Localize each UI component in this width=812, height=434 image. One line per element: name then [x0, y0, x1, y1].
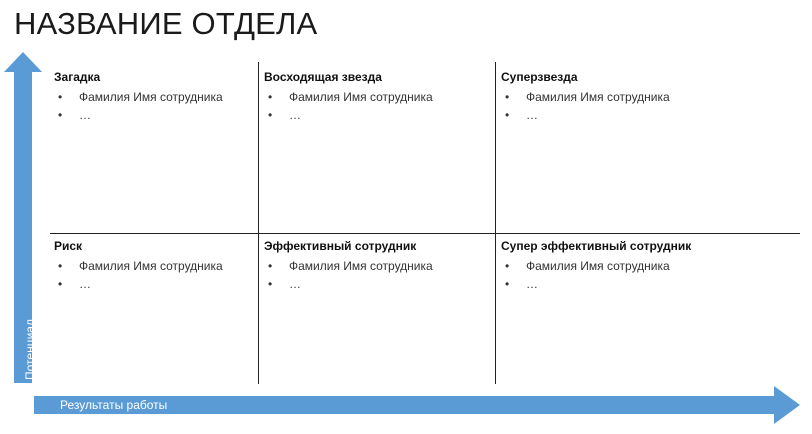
list-item — [501, 275, 691, 293]
quadrant-title: Риск — [54, 239, 83, 253]
list-item — [501, 257, 691, 275]
employee-name: Фамилия Имя сотрудника — [79, 259, 223, 273]
list-item — [264, 257, 433, 275]
employee-list — [501, 257, 691, 293]
employee-name: Фамилия Имя сотрудника — [526, 90, 670, 104]
employee-name: Фамилия Имя сотрудника — [526, 259, 670, 273]
employee-list — [264, 257, 433, 293]
list-item — [54, 88, 223, 106]
employee-name: Фамилия Имя сотрудника — [79, 90, 223, 104]
list-item — [501, 106, 670, 124]
list-item — [54, 257, 223, 275]
grid-horizontal-line — [50, 233, 800, 234]
bullet: • — [268, 108, 273, 122]
bullet: • — [505, 108, 510, 122]
y-axis-label: Потенциал — [23, 319, 37, 380]
list-item — [264, 275, 433, 293]
employee-list — [54, 257, 223, 293]
bullet: • — [505, 90, 510, 104]
quadrant-rising-star — [264, 70, 433, 124]
ellipsis: … — [79, 108, 91, 122]
bullet: • — [58, 108, 63, 122]
quadrant-superstar — [501, 70, 670, 124]
employee-list — [501, 88, 670, 124]
quadrant-title: Восходящая звезда — [264, 70, 382, 84]
employee-name: Фамилия Имя сотрудника — [289, 90, 433, 104]
ellipsis: … — [526, 108, 538, 122]
list-item — [264, 88, 433, 106]
bullet: • — [58, 259, 63, 273]
quadrant-title: Загадка — [54, 70, 101, 84]
quadrant-risk — [54, 239, 223, 293]
list-item — [501, 88, 670, 106]
quadrant-title: Супер эффективный сотрудник — [501, 239, 692, 253]
employee-name: Фамилия Имя сотрудника — [289, 259, 433, 273]
list-item — [264, 106, 433, 124]
bullet: • — [268, 259, 273, 273]
ellipsis: … — [289, 277, 301, 291]
list-item — [54, 275, 223, 293]
grid-vertical-line-1 — [258, 62, 259, 384]
ellipsis: … — [526, 277, 538, 291]
bullet: • — [505, 277, 510, 291]
page-title: НАЗВАНИЕ ОТДЕЛА — [14, 6, 318, 41]
list-item — [54, 106, 223, 124]
ellipsis: … — [79, 277, 91, 291]
bullet: • — [58, 277, 63, 291]
quadrant-effective-employee — [264, 239, 433, 293]
x-axis-label: Результаты работы — [60, 398, 168, 412]
bullet: • — [268, 277, 273, 291]
bullet: • — [268, 90, 273, 104]
bullet: • — [58, 90, 63, 104]
bullet: • — [505, 259, 510, 273]
employee-list — [54, 88, 223, 124]
quadrant-title: Суперзвезда — [501, 70, 578, 84]
quadrant-super-effective-employee — [501, 239, 691, 293]
grid-vertical-line-2 — [495, 62, 496, 384]
quadrant-title: Эффективный сотрудник — [264, 239, 417, 253]
ellipsis: … — [289, 108, 301, 122]
employee-list — [264, 88, 433, 124]
quadrant-enigma — [54, 70, 223, 124]
